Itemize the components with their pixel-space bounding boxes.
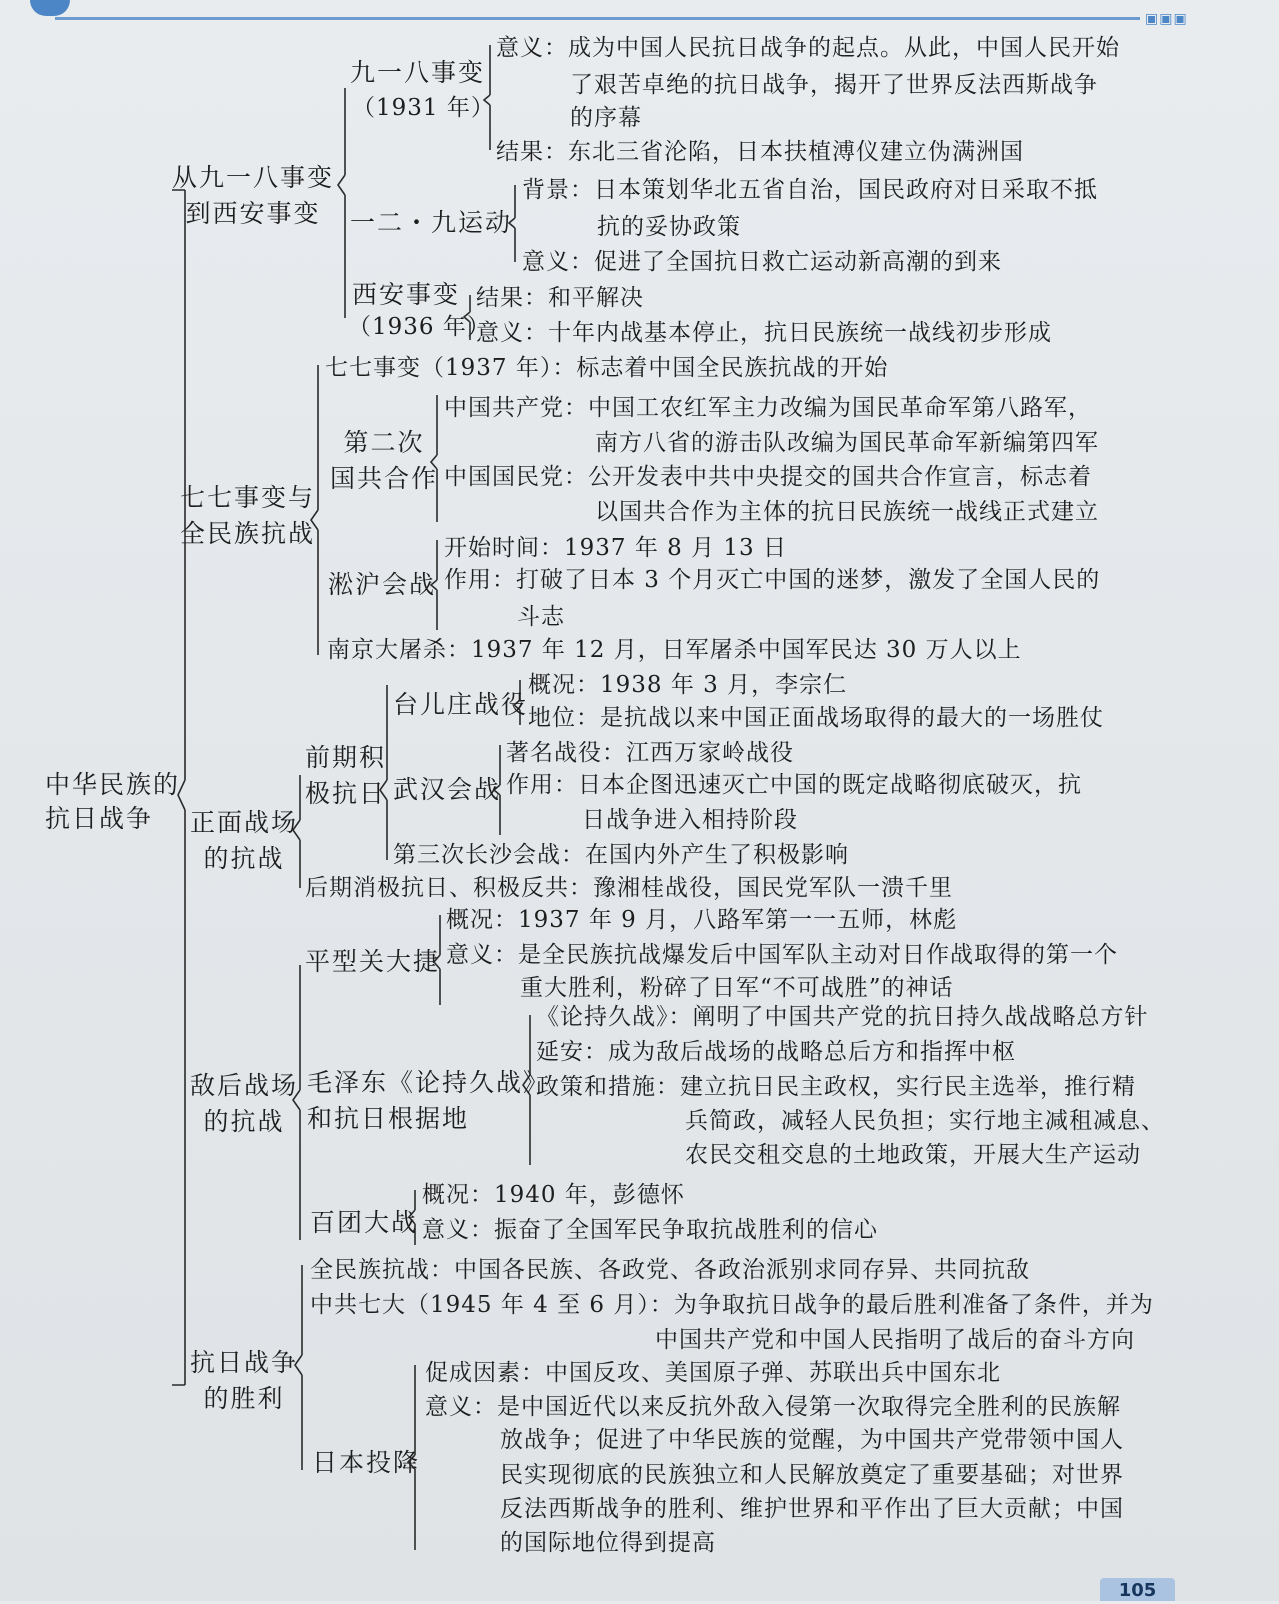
node-mao: 毛泽东《论持久战》 和抗日根据地 [307,1068,551,1133]
page-number: 105 [1100,1578,1175,1601]
section-title-3: 正面战场 的抗战 [190,808,299,873]
pingxingguan-significance: 意义：是全民族抗战爆发后中国军队主动对日作战取得的第一个 [446,942,1118,968]
mao-yanan: 延安：成为敌后战场的战略总后方和指挥中枢 [536,1039,1016,1065]
songhu-effect: 作用：打破了日本 3 个月灭亡中国的迷梦，激发了全国人民的 [444,567,1101,593]
surrender-significance-line5: 的国际地位得到提高 [500,1530,716,1556]
guogong-kmt-line2: 以国共合作为主体的抗日民族统一战线正式建立 [595,499,1099,525]
surrender-factors: 促成因素：中国反攻、美国原子弹、苏联出兵中国东北 [425,1360,1001,1386]
918-significance-line3: 的序幕 [570,105,642,131]
node-77: 七七事变（1937 年）：标志着中国全民族抗战的开始 [325,355,889,381]
surrender-significance-line2: 放战争；促进了中华民族的觉醒，为中国共产党带领中国人 [500,1427,1124,1453]
node-129: 一二・九运动 [350,208,513,237]
header-squares-icon: ▣▣▣ [1145,11,1188,27]
pingxingguan-significance-line2: 重大胜利，粉碎了日军“不可战胜”的神话 [520,975,954,1001]
node-baituan: 百团大战 [310,1208,419,1237]
baituan-overview: 概况：1940 年，彭德怀 [422,1182,685,1208]
129-background-line2: 抗的妥协政策 [597,214,741,240]
129-significance: 意义：促进了全国抗日救亡运动新高潮的到来 [522,249,1002,275]
xian-significance: 意义：十年内战基本停止，抗日民族统一战线初步形成 [476,320,1052,346]
node-changsha: 第三次长沙会战：在国内外产生了积极影响 [393,842,849,868]
node-guogong: 第二次 国共合作 [330,428,439,493]
node-taierzhuang: 台儿庄战役 [393,690,529,719]
node-surrender: 日本投降 [312,1448,421,1477]
root-topic: 中华民族的 抗日战争 [45,770,181,833]
section-title-5: 抗日战争 的胜利 [190,1348,299,1413]
7th-congress-line2: 中国共产党和中国人民指明了战后的奋斗方向 [655,1327,1135,1353]
node-xian: 西安事变 [352,280,461,309]
node-xian-year: （1936 年） [348,314,491,340]
section-title-1: 从九一八事变 到西安事变 [172,163,335,228]
songhu-time: 开始时间：1937 年 8 月 13 日 [444,535,787,561]
node-nanjing: 南京大屠杀：1937 年 12 月，日军屠杀中国军民达 30 万人以上 [327,637,1022,663]
node-pingxingguan: 平型关大捷 [305,947,441,976]
wuhan-effect-line2: 日战争进入相持阶段 [582,807,798,833]
songhu-effect-line2: 斗志 [517,604,565,630]
node-late-phase: 后期消极抗日、积极反共：豫湘桂战役，国民党军队一溃千里 [305,875,953,901]
guogong-cpc-line2: 南方八省的游击队改编为国民革命军新编第四军 [595,430,1099,456]
node-wuhan: 武汉会战 [393,775,502,804]
section-title-4: 敌后战场 的抗战 [190,1071,299,1136]
node-early-phase: 前期积 极抗日 [305,743,387,808]
mao-protracted-war: 《论持久战》：阐明了中国共产党的抗日持久战战略总方针 [536,1004,1149,1030]
mao-policy-line2: 兵简政，减轻人民负担；实行地主减租减息、 [685,1108,1165,1134]
surrender-significance-line3: 民实现彻底的民族独立和人民解放奠定了重要基础；对世界 [500,1462,1124,1488]
mao-policy-line3: 农民交租交息的土地政策，开展大生产运动 [685,1142,1141,1168]
node-songhu: 淞沪会战 [328,570,437,599]
mao-policy: 政策和措施：建立抗日民主政权，实行民主选举，推行精 [536,1074,1136,1100]
129-background: 背景：日本策划华北五省自治，国民政府对日采取不抵 [522,177,1098,203]
node-918: 九一八事变 [350,58,486,87]
baituan-significance: 意义：振奋了全国军民争取抗战胜利的信心 [422,1217,878,1243]
918-significance-line2: 了艰苦卓绝的抗日战争，揭开了世界反法西斯战争 [570,72,1098,98]
wuhan-effect: 作用：日本企图迅速灭亡中国的既定战略彻底破灭，抗 [506,772,1082,798]
wuhan-battle: 著名战役：江西万家岭战役 [506,740,794,766]
918-result: 结果：东北三省沦陷，日本扶植溥仪建立伪满洲国 [496,139,1024,165]
node-full-war: 全民族抗战：中国各民族、各政党、各政治派别求同存异、共同抗敌 [310,1257,1030,1283]
surrender-significance-line4: 反法西斯战争的胜利、维护世界和平作出了巨大贡献；中国 [500,1496,1124,1522]
xian-result: 结果：和平解决 [476,285,644,311]
node-918-year: （1931 年） [352,95,495,121]
node-7th-congress: 中共七大（1945 年 4 至 6 月）：为争取抗日战争的最后胜利准备了条件，并为 [310,1292,1154,1318]
918-significance: 意义：成为中国人民抗日战争的起点。从此，中国人民开始 [496,35,1120,61]
guogong-kmt: 中国国民党：公开发表中共中央提交的国共合作宣言，标志着 [444,464,1092,490]
taierzhuang-overview: 概况：1938 年 3 月，李宗仁 [528,672,848,698]
pingxingguan-overview: 概况：1937 年 9 月，八路军第一一五师，林彪 [446,907,958,933]
guogong-cpc: 中国共产党：中国工农红军主力改编为国民革命军第八路军， [444,395,1092,421]
surrender-significance: 意义：是中国近代以来反抗外敌入侵第一次取得完全胜利的民族解 [425,1394,1121,1420]
section-title-2: 七七事变与 全民族抗战 [180,483,316,548]
taierzhuang-status: 地位：是抗战以来中国正面战场取得的最大的一场胜仗 [528,705,1104,731]
